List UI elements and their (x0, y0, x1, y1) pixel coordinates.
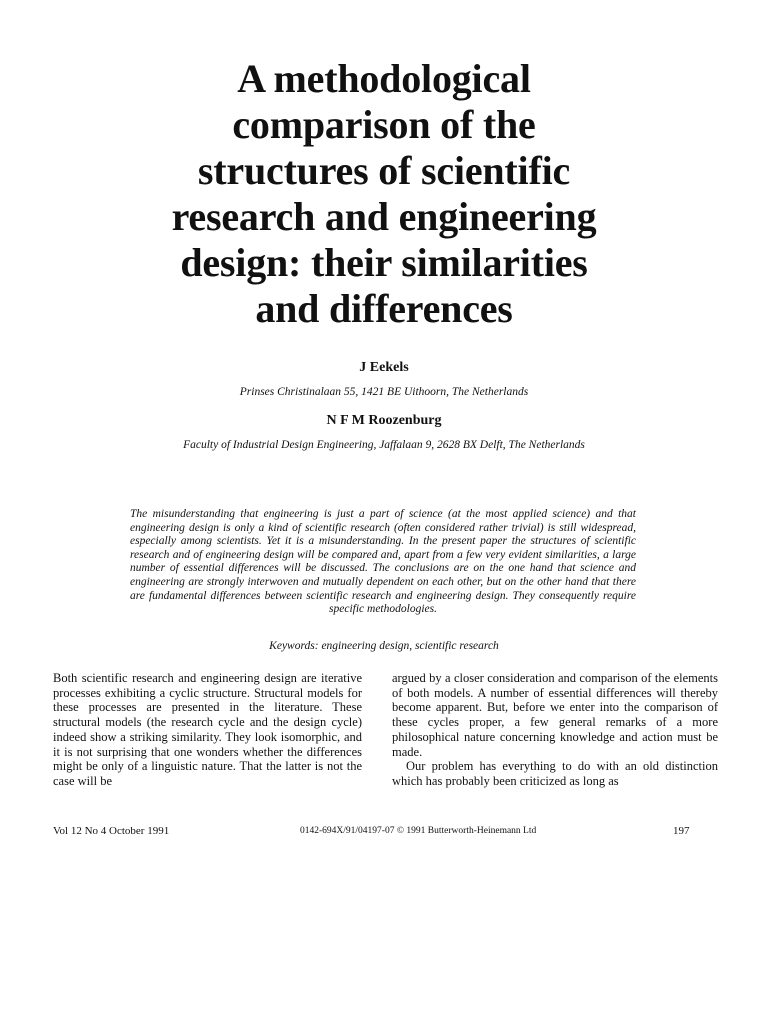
title-line: structures of scientific (197, 148, 571, 193)
title-line: design: their similarities (180, 240, 588, 285)
article-title (100, 56, 668, 332)
body-paragraph: argued by a closer consideration and comparison of the elements of both models. A number of essential differences will thereby become apparent. But, before we enter into the comparison of these cycles proper, a few general remarks of a more philosophical nature concerning knowledge and action must be made. (392, 671, 718, 759)
title-line: comparison of the (232, 102, 536, 147)
keywords: Keywords: engineering design, scientific research (269, 640, 499, 652)
journal-issue: Vol 12 No 4 October 1991 (53, 825, 170, 837)
body-column-left (53, 671, 362, 789)
title-line: research and engineering (171, 194, 597, 239)
page-number: 197 (673, 825, 690, 837)
copyright-line: 0142-694X/91/04197-07 © 1991 Butterworth-Heinemann Ltd (300, 826, 537, 836)
author-affiliation-1: Prinses Christinalaan 55, 1421 BE Uithoorn, The Netherlands (239, 386, 529, 398)
body-paragraph: Our problem has everything to do with an old distinction which has probably been criticized as long as (392, 759, 718, 788)
body-column-right (392, 671, 718, 789)
abstract: The misunderstanding that engineering is just a part of science (at the most applied science) and that engineering design is only a kind of scientific research (often considered rather trivial) is still widespread, especially among scientists. Yet it is a misunderstanding. In the present paper the structures of scientific research and of engineering design will be compared and, apart from a few very evident similarities, a large number of essential differences will be discussed. The conclusions are on the one hand that science and engineering are strongly interwoven and mutually dependent on each other, but on the other hand that there are fundamental differences between scientific research and engineering design. They consequently require specific methodologies. (130, 508, 636, 616)
author-name-1: J Eekels (359, 360, 409, 375)
author-name-2: N F M Roozenburg (326, 413, 442, 428)
body-paragraph: Both scientific research and engineering design are iterative processes exhibiting a cyclic structure. Structural models for these processes are presented in the literature. These structural models (the research cycle and the design cycle) indeed show a striking similarity. They look isomorphic, and it is not surprising that one wonders whether the differences might be only of a linguistic nature. That the latter is not the case will be (53, 671, 362, 788)
author-affiliation-2: Faculty of Industrial Design Engineering, Jaffalaan 9, 2628 BX Delft, The Netherlands (183, 439, 585, 451)
title-line: A methodological (237, 56, 531, 101)
title-line: and differences (255, 286, 513, 331)
